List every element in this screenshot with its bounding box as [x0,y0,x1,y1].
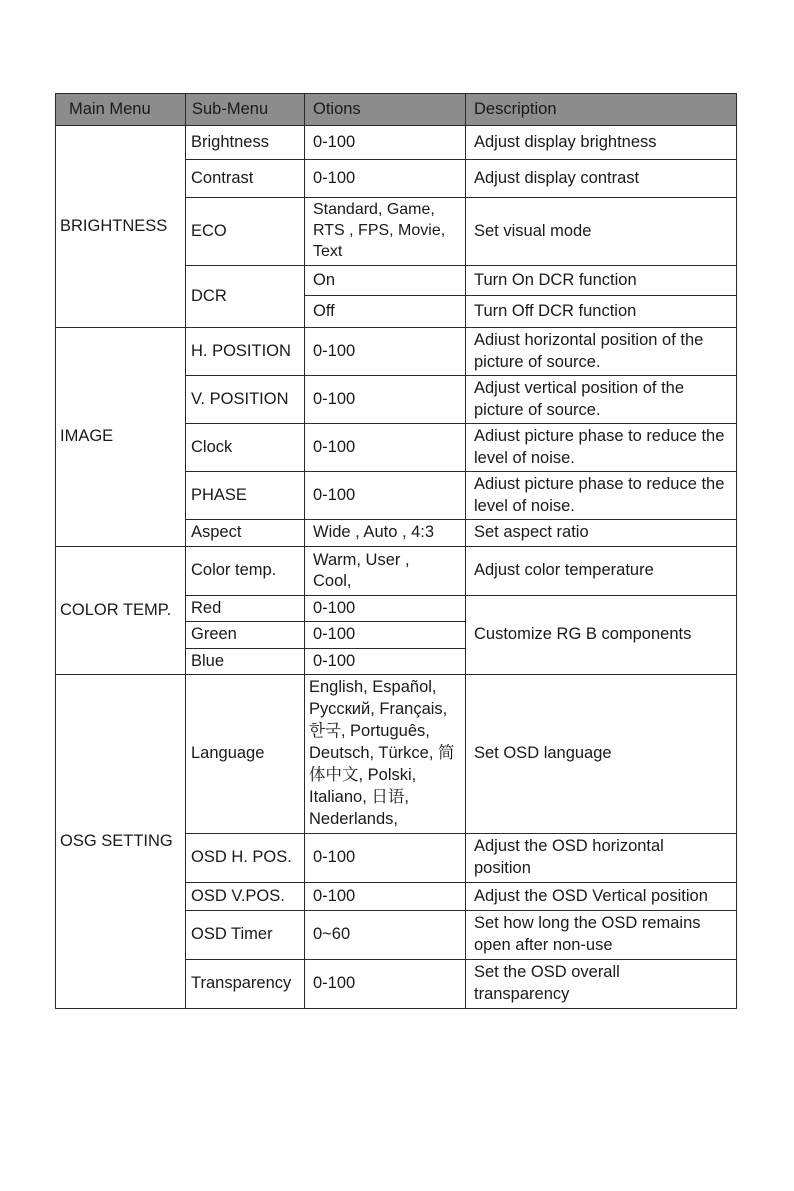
main-menu-color-temp: COLOR TEMP. [56,547,186,675]
options-cell: 0-100 [305,376,466,424]
description-cell: Set aspect ratio [466,520,737,547]
sub-menu-cell: Color temp. [186,547,305,596]
description-cell: Adjust vertical position of the picture of source. [466,376,737,424]
main-menu-osg-setting: OSG SETTING [56,675,186,1009]
sub-menu-cell: Blue [186,648,305,674]
main-menu-image: IMAGE [56,328,186,547]
header-description: Description [466,94,737,126]
rgb-description-cell: Customize RG B components [466,596,737,675]
options-cell: 0-100 [305,126,466,160]
options-cell: On [305,266,466,296]
header-main-menu: Main Menu [56,94,186,126]
options-cell: Standard, Game, RTS , FPS, Movie, Text [305,198,466,266]
header-row [56,94,737,126]
sub-menu-cell: H. POSITION [186,328,305,376]
options-cell: Wide , Auto , 4:3 [305,520,466,547]
description-cell: Adjust display contrast [466,160,737,198]
sub-menu-cell: Aspect [186,520,305,547]
options-cell: 0-100 [305,882,466,910]
description-cell: Adjust color temperature [466,547,737,596]
options-cell: 0-100 [305,328,466,376]
options-cell: 0-100 [305,648,466,674]
options-cell: 0~60 [305,910,466,959]
description-cell: Set the OSD overall transparency [466,959,737,1008]
header-sub-menu: Sub-Menu [186,94,305,126]
sub-menu-cell: Red [186,596,305,622]
sub-menu-cell: OSD V.POS. [186,882,305,910]
options-cell: 0-100 [305,160,466,198]
sub-menu-cell: Brightness [186,126,305,160]
description-cell: Set visual mode [466,198,737,266]
main-menu-brightness: BRIGHTNESS [56,126,186,328]
description-cell: Adjust display brightness [466,126,737,160]
description-cell: Turn On DCR function [466,266,737,296]
description-cell: Adiust horizontal position of the picture of source. [466,328,737,376]
description-cell: Set OSD language [466,675,737,834]
description-cell: Turn Off DCR function [466,296,737,328]
options-cell: 0-100 [305,833,466,882]
options-cell: Off [305,296,466,328]
sub-menu-cell: ECO [186,198,305,266]
options-cell: 0-100 [305,472,466,520]
table-row [56,675,737,834]
sub-menu-cell: DCR [186,266,305,328]
table-row [56,547,737,596]
options-cell: 0-100 [305,959,466,1008]
table-row [56,126,737,160]
sub-menu-cell: Clock [186,424,305,472]
sub-menu-cell: Green [186,622,305,648]
description-cell: Adiust picture phase to reduce the level of noise. [466,472,737,520]
sub-menu-cell: Language [186,675,305,834]
sub-menu-cell: OSD Timer [186,910,305,959]
options-cell: 0-100 [305,596,466,622]
sub-menu-cell: V. POSITION [186,376,305,424]
description-cell: Adjust the OSD Vertical position [466,882,737,910]
description-cell: Set how long the OSD remains open after non-use [466,910,737,959]
table-row [56,328,737,376]
options-cell: English, Español, Русский, Français, 한국, Português, Deutsch, Türkce, 简体中文, Polski, Italiano, 日语, Nederlands, [305,675,466,834]
osd-menu-table [55,93,737,1009]
description-cell: Adiust picture phase to reduce the level of noise. [466,424,737,472]
options-cell: Warm, User , Cool, [305,547,466,596]
options-cell: 0-100 [305,622,466,648]
header-options: Otions [305,94,466,126]
sub-menu-cell: Contrast [186,160,305,198]
sub-menu-cell: OSD H. POS. [186,833,305,882]
sub-menu-cell: Transparency [186,959,305,1008]
sub-menu-cell: PHASE [186,472,305,520]
options-cell: 0-100 [305,424,466,472]
description-cell: Adjust the OSD horizontal position [466,833,737,882]
